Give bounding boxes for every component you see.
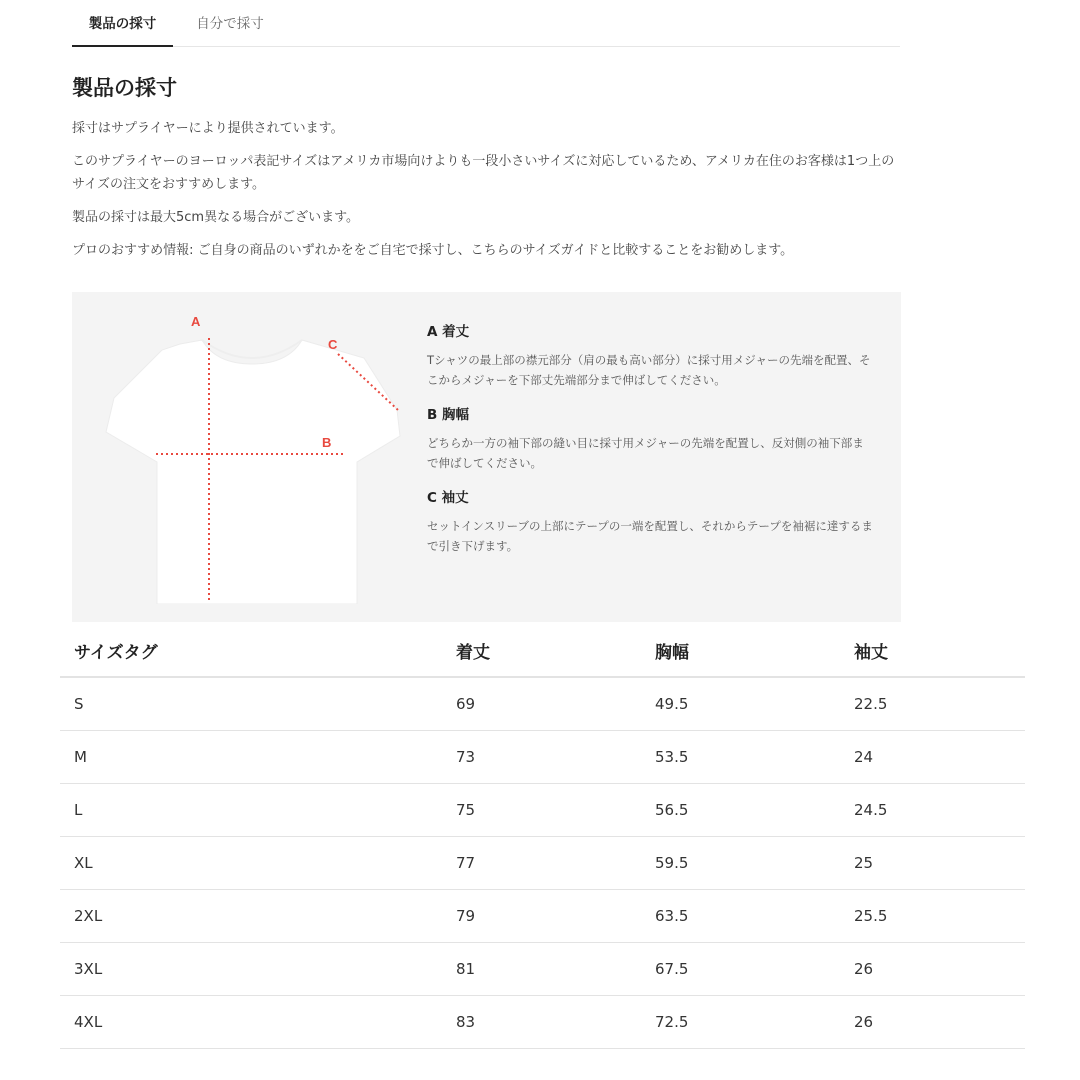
table-header-row xyxy=(60,624,1025,677)
size-table xyxy=(60,624,1025,1049)
cell-sleeve: 22.5 xyxy=(854,677,1025,731)
table-row xyxy=(60,837,1025,890)
label-a: A xyxy=(191,314,201,329)
cell-sleeve: 26 xyxy=(854,943,1025,996)
table-row xyxy=(60,677,1025,731)
cell-size: S xyxy=(60,677,456,731)
tshirt-diagram xyxy=(102,314,412,604)
info-paragraph-4: プロのおすすめ情報: ご自身の商品のいずれかををご自宅で採寸し、こちらのサイズガイドと比較することをお勧めします。 xyxy=(72,243,794,258)
cell-chest: 63.5 xyxy=(655,890,854,943)
info-paragraph-2: このサプライヤーのヨーロッパ表記サイズはアメリカ市場向けよりも一段小さいサイズに対応しているため、アメリカ在住のお客様は1つ上のサイズの注文をおすすめします。 xyxy=(72,154,895,192)
label-c: C xyxy=(328,337,338,352)
table-row xyxy=(60,731,1025,784)
cell-sleeve: 24.5 xyxy=(854,784,1025,837)
info-paragraph-3: 製品の採寸は最大5cm異なる場合がございます。 xyxy=(72,210,360,225)
cell-size: M xyxy=(60,731,456,784)
measure-c-heading: C 袖丈 xyxy=(427,490,469,506)
tab-self-measurements[interactable]: 自分で採寸 xyxy=(196,16,264,32)
cell-chest: 59.5 xyxy=(655,837,854,890)
cell-length: 83 xyxy=(456,996,655,1049)
tshirt-shape xyxy=(106,340,400,604)
header-size-tag: サイズタグ xyxy=(60,624,456,677)
table-row xyxy=(60,784,1025,837)
cell-chest: 49.5 xyxy=(655,677,854,731)
table-row xyxy=(60,943,1025,996)
measure-c-description: セットインスリーブの上部にテープの一端を配置し、それからテープを袖裾に達するまで引き下げます。 xyxy=(427,519,873,553)
table-row xyxy=(60,890,1025,943)
header-sleeve: 袖丈 xyxy=(854,624,1025,677)
measure-a-description: Tシャツの最上部の襟元部分（肩の最も高い部分）に採寸用メジャーの先端を配置、そこからメジャーを下部丈先端部分まで伸ばしてください。 xyxy=(427,353,871,387)
header-length: 着丈 xyxy=(456,624,655,677)
cell-size: 2XL xyxy=(60,890,456,943)
cell-size: XL xyxy=(60,837,456,890)
info-paragraph-1: 採寸はサプライヤーにより提供されています。 xyxy=(72,121,344,136)
tab-product-measurements[interactable]: 製品の採寸 xyxy=(72,0,173,47)
cell-sleeve: 26 xyxy=(854,996,1025,1049)
cell-length: 75 xyxy=(456,784,655,837)
cell-length: 73 xyxy=(456,731,655,784)
cell-size: L xyxy=(60,784,456,837)
measure-b-heading: B 胸幅 xyxy=(427,407,469,423)
cell-length: 69 xyxy=(456,677,655,731)
cell-chest: 67.5 xyxy=(655,943,854,996)
measurement-guide xyxy=(72,292,901,622)
tab-bar xyxy=(72,0,900,47)
cell-sleeve: 25 xyxy=(854,837,1025,890)
label-b: B xyxy=(322,435,332,450)
measure-a-heading: A 着丈 xyxy=(427,324,470,340)
cell-chest: 72.5 xyxy=(655,996,854,1049)
measure-b-description: どちらか一方の袖下部の縫い目に採寸用メジャーの先端を配置し、反対側の袖下部まで伸ばしてください。 xyxy=(427,436,864,470)
table-row xyxy=(60,996,1025,1049)
page-title: 製品の採寸 xyxy=(72,76,177,100)
cell-size: 4XL xyxy=(60,996,456,1049)
cell-chest: 53.5 xyxy=(655,731,854,784)
measurement-instructions xyxy=(427,322,875,571)
cell-sleeve: 24 xyxy=(854,731,1025,784)
cell-sleeve: 25.5 xyxy=(854,890,1025,943)
cell-chest: 56.5 xyxy=(655,784,854,837)
cell-size: 3XL xyxy=(60,943,456,996)
cell-length: 81 xyxy=(456,943,655,996)
cell-length: 77 xyxy=(456,837,655,890)
cell-length: 79 xyxy=(456,890,655,943)
header-chest: 胸幅 xyxy=(655,624,854,677)
